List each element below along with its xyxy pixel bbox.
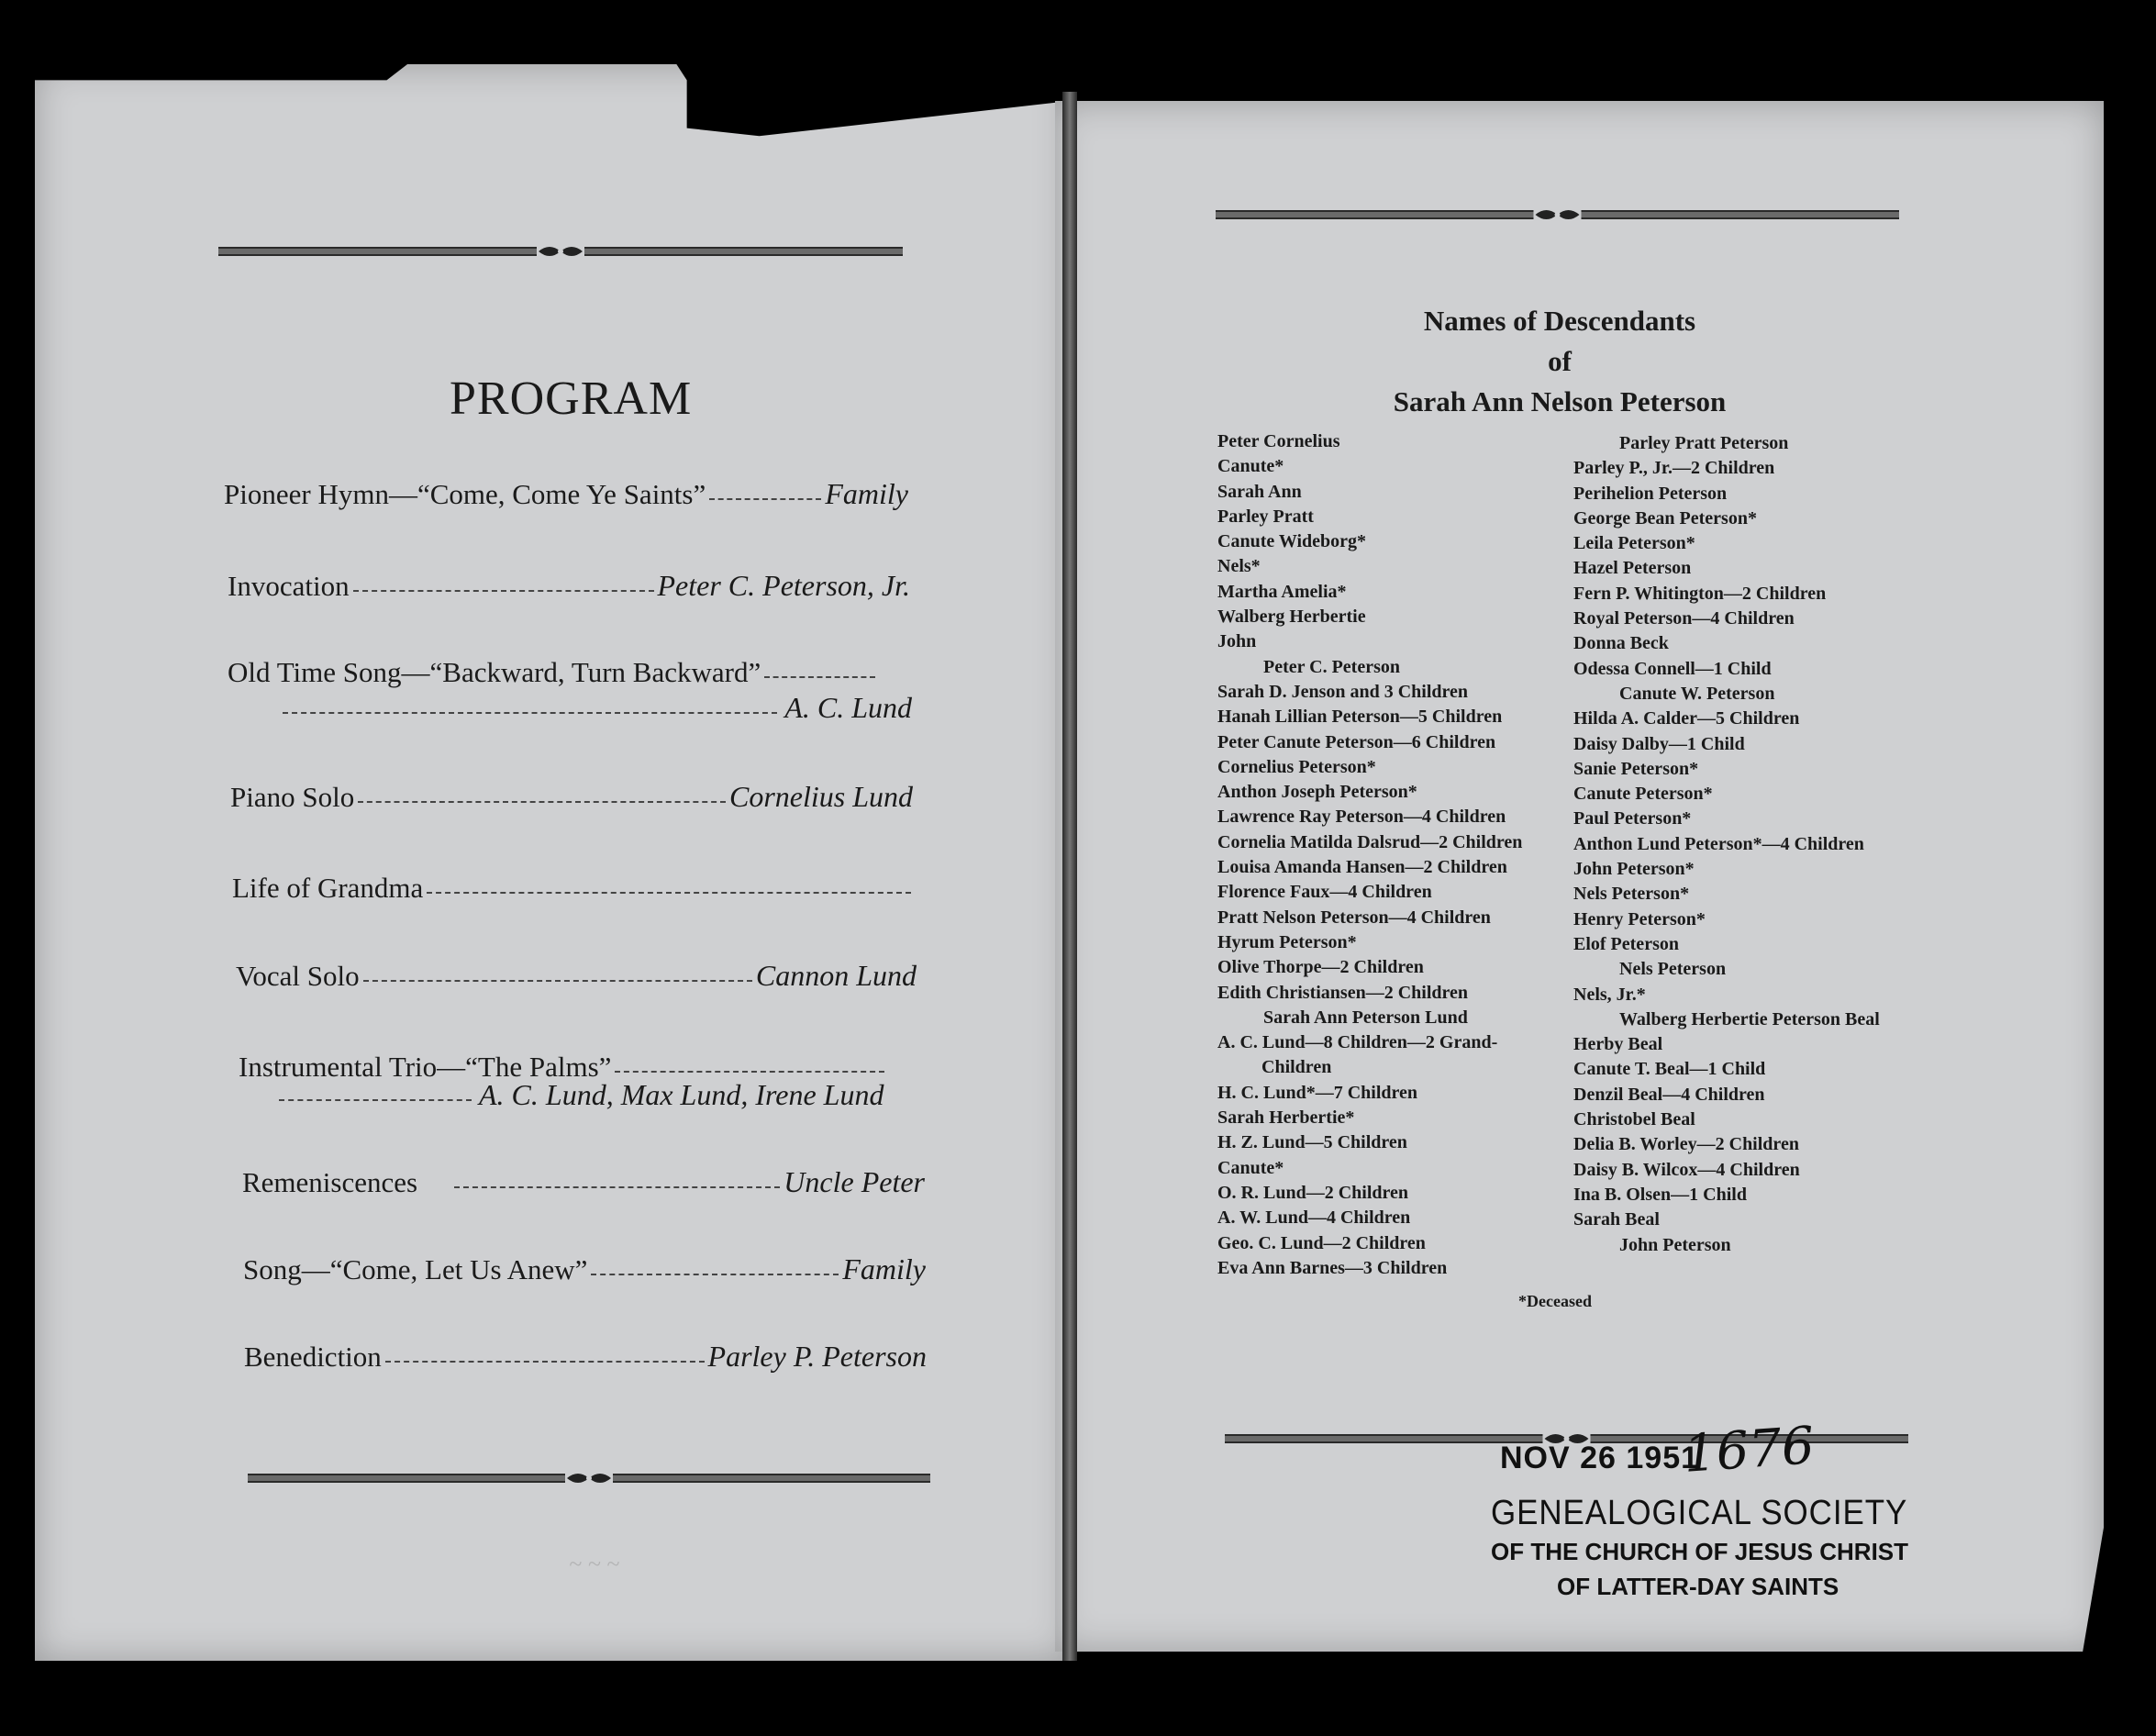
descendant-name: Edith Christiansen—2 Children [1217,982,1469,1003]
descendant-name: Fern P. Whitington—2 Children [1573,583,1827,604]
program-item-title: Pioneer Hymn—“Come, Come Ye Saints” [224,478,706,510]
ornamental-rule-top-left [218,244,903,259]
descendant-family-heading: Canute W. Peterson [1619,683,1775,704]
descendant-name: Peter Canute Peterson—6 Children [1217,731,1496,752]
descendant-name: Canute* [1217,456,1284,477]
descendant-name: Sanie Peterson* [1573,758,1699,779]
program-item-continuation [272,1078,923,1112]
stamp-line: GENEALOGICAL SOCIETY [1491,1494,1908,1532]
stamp-handwritten-number: 1676 [1681,1416,1817,1485]
faint-pencil-marks: ~ ~ ~ [569,1551,620,1577]
program-item-title: Instrumental Trio—“The Palms” [239,1051,612,1083]
descendant-name: Cornelius Peterson* [1217,756,1376,777]
stamp-date: NOV 26 1951 [1500,1441,1700,1475]
dotted-leader [363,980,752,982]
descendant-name: Sarah Beal [1573,1209,1660,1230]
descendant-name: H. C. Lund*—7 Children [1217,1082,1418,1103]
descendant-name: Royal Peterson—4 Children [1573,608,1795,629]
descendant-name: Daisy B. Wilcox—4 Children [1573,1159,1800,1180]
descendant-name: Cornelia Matilda Dalsrud—2 Children [1217,831,1523,852]
descendant-name: Lawrence Ray Peterson—4 Children [1217,807,1506,828]
dotted-leader [385,1361,705,1363]
descendant-name: Sarah Herbertie* [1217,1107,1355,1129]
descendants-title-line: of [1548,345,1572,377]
dotted-leader [709,498,821,500]
descendant-name: Anthon Lund Peterson*—4 Children [1573,833,1864,854]
descendant-name: Christobel Beal [1573,1109,1695,1130]
descendant-name: Sarah D. Jenson and 3 Children [1217,681,1469,702]
descendant-name: Louisa Amanda Hansen—2 Children [1217,857,1507,878]
descendant-name: A. W. Lund—4 Children [1217,1207,1411,1229]
descendant-name: Daisy Dalby—1 Child [1573,733,1745,754]
descendant-name: John Peterson* [1573,859,1695,880]
descendant-name: Hilda A. Calder—5 Children [1573,708,1800,729]
stamp-line: OF THE CHURCH OF JESUS CHRIST [1491,1538,1909,1565]
descendant-name: Hazel Peterson [1573,558,1692,579]
descendant-name: Hyrum Peterson* [1217,931,1357,952]
descendant-name: Nels, Jr.* [1573,984,1646,1005]
descendant-family-heading: Peter C. Peterson [1263,656,1401,677]
dotted-leader [353,590,654,592]
descendant-name: O. R. Lund—2 Children [1217,1182,1409,1203]
descendant-name: Eva Ann Barnes—3 Children [1217,1257,1448,1278]
descendant-name: H. Z. Lund—5 Children [1217,1132,1407,1153]
program-item-title: Old Time Song—“Backward, Turn Backward” [228,656,761,688]
program-item-continuation [275,691,912,725]
descendant-name: Leila Peterson* [1573,533,1695,554]
program-title: PROGRAM [450,373,693,425]
program-item-title: Vocal Solo [236,960,360,992]
dotted-leader [764,676,875,678]
descendant-name: Anthon Joseph Peterson* [1217,782,1417,803]
program-item-performer: Peter C. Peterson, Jr. [657,569,910,602]
program-item-performer: Parley P. Peterson [707,1340,927,1373]
descendants-title-line: Sarah Ann Nelson Peterson [1393,385,1727,417]
program-item-title: Life of Grandma [232,872,424,904]
descendants-right-column [1573,431,1880,1258]
program-item-title: Song—“Come, Let Us Anew” [243,1253,588,1285]
descendant-name: John [1217,631,1257,652]
descendant-name: Children [1261,1057,1332,1078]
program-item-performer: Cornelius Lund [728,780,913,813]
descendant-name: Geo. C. Lund—2 Children [1217,1232,1426,1253]
descendant-name: Canute T. Beal—1 Child [1573,1059,1766,1080]
descendant-family-heading: Parley Pratt Peterson [1619,433,1789,453]
descendant-name: Herby Beal [1573,1034,1663,1055]
descendant-name: Nels* [1217,556,1261,577]
descendant-family-heading: Walberg Herbertie Peterson Beal [1619,1008,1880,1029]
descendant-name: Parley Pratt [1217,506,1314,527]
descendants-title [1284,301,1835,422]
dotted-leader [591,1274,839,1275]
program-item [243,1252,926,1286]
descendants-title-line: Names of Descendants [1423,305,1696,337]
descendant-name: Martha Amelia* [1217,581,1347,602]
dotted-leader [283,712,777,714]
program-item [236,959,917,993]
dotted-leader [454,1186,780,1188]
program-item [230,780,913,814]
descendant-name: Ina B. Olsen—1 Child [1573,1184,1747,1205]
program-item-performer: A. C. Lund [784,691,912,724]
program-item [228,569,910,603]
descendant-name: Perihelion Peterson [1573,483,1728,504]
program-item-performer: Uncle Peter [783,1165,925,1198]
descendant-name: Nels Peterson* [1573,884,1690,905]
program-item-title: Invocation [228,570,350,602]
program-item [232,872,915,905]
descendant-name: Hanah Lillian Peterson—5 Children [1217,707,1503,728]
descendant-name: Odessa Connell—1 Child [1573,658,1772,679]
descendant-family-heading: Nels Peterson [1619,959,1727,980]
descendant-name: Canute* [1217,1157,1284,1178]
descendant-name: Sarah Ann [1217,481,1302,502]
dotted-leader [358,801,726,803]
program-item [224,477,908,511]
dotted-leader [427,892,911,894]
deceased-note: *Deceased [1518,1292,1592,1310]
descendant-name: George Bean Peterson* [1573,507,1757,529]
descendant-name: A. C. Lund—8 Children—2 Grand- [1217,1032,1498,1053]
descendant-family-heading: John Peterson [1619,1234,1731,1255]
descendant-name: Paul Peterson* [1573,808,1692,829]
program-item-performer: Family [825,477,908,510]
dotted-leader [615,1071,884,1073]
descendant-name: Pratt Nelson Peterson—4 Children [1217,907,1491,928]
descendants-left-column [1217,429,1522,1281]
descendant-name: Delia B. Worley—2 Children [1573,1134,1799,1155]
genealogical-society-stamp [1491,1416,1913,1606]
program-item [244,1340,927,1374]
descendant-name: Florence Faux—4 Children [1217,882,1432,903]
descendant-name: Parley P., Jr.—2 Children [1573,458,1775,479]
program-item-performer: A. C. Lund, Max Lund, Irene Lund [479,1078,884,1111]
descendant-name: Donna Beck [1573,633,1669,654]
left-page [35,64,1070,1661]
descendant-name: Canute Peterson* [1573,784,1713,805]
program-item-performer: Cannon Lund [755,959,917,992]
book-spine [1062,92,1077,1661]
program-item-title: Remeniscences [242,1166,418,1198]
descendant-name: Henry Peterson* [1573,908,1706,929]
program-item [228,656,879,689]
descendant-name: Peter Cornelius [1217,431,1340,451]
descendant-family-heading: Sarah Ann Peterson Lund [1263,1007,1468,1028]
program-item-title: Piano Solo [230,781,355,813]
program-item-title: Benediction [244,1341,382,1373]
descendant-name: Elof Peterson [1573,933,1679,954]
stamp-line: OF LATTER-DAY SAINTS [1557,1573,1839,1600]
descendant-name: Denzil Beal—4 Children [1573,1084,1765,1105]
ornamental-rule-top-right [1216,207,1899,222]
ornamental-rule-bottom-left [248,1471,930,1486]
program-item [242,1165,925,1199]
descendant-name: Canute Wideborg* [1217,531,1367,552]
descendant-name: Walberg Herbertie [1217,606,1366,628]
descendant-name: Olive Thorpe—2 Children [1217,957,1424,978]
program-item-performer: Family [842,1252,926,1285]
dotted-leader [279,1099,472,1101]
